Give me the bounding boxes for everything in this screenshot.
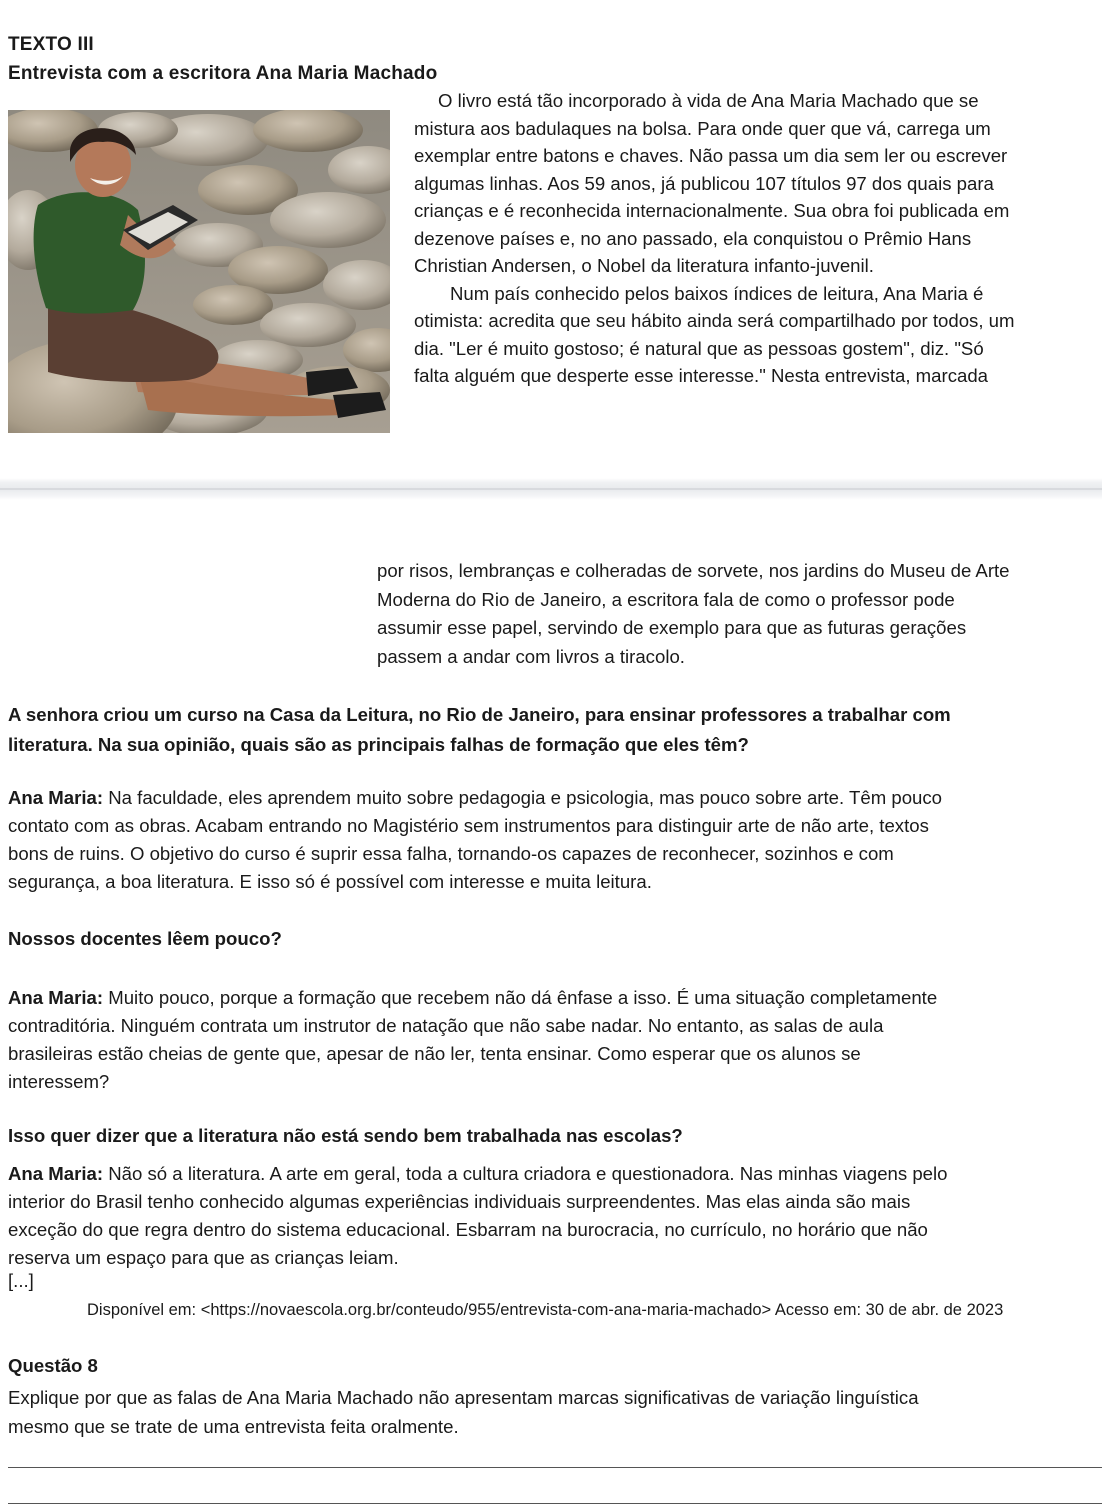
- answer-line: Na faculdade, eles aprendem muito sobre pedagogia e psicologia, mas pouco sobre arte. Têm pouco: [103, 787, 943, 808]
- intro-line: dezenove países e, no ano passado, ela conquistou o Prêmio Hans: [414, 227, 972, 249]
- question-line: literatura. Na sua opinião, quais são as principais falhas de formação que eles têm?: [8, 734, 749, 755]
- ellipsis: [...]: [8, 1270, 34, 1291]
- article-title: Entrevista com a escritora Ana Maria Machado: [8, 63, 438, 84]
- answer-line-1[interactable]: [8, 1467, 1102, 1468]
- intro-line: algumas linhas. Aos 59 anos, já publicou 107 títulos 97 dos quais para: [414, 172, 994, 194]
- prompt-line: Explique por que as falas de Ana Maria Machado não apresentam marcas significativas de variação linguística: [8, 1387, 919, 1408]
- answer-line: brasileiras estão cheias de gente que, apesar de não ler, tenta ensinar. Como esperar que os alunos se: [8, 1043, 861, 1064]
- answer-line: contraditória. Ninguém contrata um instrutor de natação que não sabe nadar. No entanto, as salas de aula: [8, 1015, 884, 1036]
- answer-line: interior do Brasil tenho conhecido algumas experiências individuais surpreendentes. Mas elas ainda são mais: [8, 1191, 911, 1212]
- intro-line: Moderna do Rio de Janeiro, a escritora fala de como o professor pode: [377, 588, 955, 610]
- answer-line: Não só a literatura. A arte em geral, toda a cultura criadora e questionadora. Nas minhas viagens pelo: [103, 1163, 948, 1184]
- answer-line: reserva um espaço para que as crianças leiam.: [8, 1247, 399, 1268]
- question-8-prompt: [8, 1383, 1102, 1441]
- speaker-label: Ana Maria:: [8, 787, 104, 808]
- intro-continued: [377, 557, 1102, 671]
- intro-line: dia. "Ler é muito gostoso; é natural que as pessoas gostem", diz. "Só: [414, 337, 984, 359]
- intro-line: otimista: acredita que seu hábito ainda será compartilhado por todos, um: [414, 310, 1015, 331]
- answer-line: interessem?: [8, 1071, 110, 1092]
- answer-line: contato com as obras. Acabam entrando no Magistério sem instrumentos para distinguir arte de não arte, textos: [8, 815, 929, 836]
- intro-line: por risos, lembranças e colheradas de sorvete, nos jardins do Museu de Arte: [377, 560, 1010, 581]
- speaker-label: Ana Maria:: [8, 987, 104, 1008]
- answer-1: [8, 784, 1102, 896]
- answer-line: exceção do que regra dentro do sistema educacional. Esbarram na burocracia, no currículo, no horário que não: [8, 1219, 928, 1240]
- intro-line: Num país conhecido pelos baixos índices de leitura, Ana Maria é: [450, 282, 984, 304]
- intro-line: exemplar entre batons e chaves. Não passa um dia sem ler ou escrever: [414, 145, 1008, 166]
- intro-line: passem a andar com livros a tiracolo.: [377, 645, 685, 667]
- intro-line: Christian Andersen, o Nobel da literatura infanto-juvenil.: [414, 255, 874, 276]
- answer-line: bons de ruins. O objetivo do curso é suprir essa falha, tornando-os capazes de reconhecer, sozinhos e com: [8, 843, 894, 864]
- question-2: Nossos docentes lêem pouco?: [8, 928, 282, 949]
- intro-line: O livro está tão incorporado à vida de Ana Maria Machado que se: [438, 90, 979, 111]
- intro-line: falta alguém que desperte esse interesse." Nesta entrevista, marcada: [414, 365, 989, 386]
- question-3: Isso quer dizer que a literatura não está sendo bem trabalhada nas escolas?: [8, 1125, 683, 1146]
- question-line: A senhora criou um curso na Casa da Leitura, no Rio de Janeiro, para ensinar professores a trabalhar com: [8, 704, 951, 725]
- author-photo-illustration: [8, 110, 390, 433]
- intro-line: crianças e é reconhecida internacionalmente. Sua obra foi publicada em: [414, 200, 1010, 221]
- source-citation: Disponível em: <https://novaescola.org.br/conteudo/955/entrevista-com-ana-maria-machado> Acesso em: 30 de abr. de 2023: [87, 1301, 1004, 1319]
- answer-line: Muito pouco, porque a formação que recebem não dá ênfase a isso. É uma situação completamente: [103, 987, 938, 1008]
- speaker-label: Ana Maria:: [8, 1163, 104, 1184]
- question-8-label: Questão 8: [8, 1355, 98, 1376]
- section-label: TEXTO III: [8, 34, 94, 55]
- intro-line: mistura aos badulaques na bolsa. Para onde quer que vá, carrega um: [414, 117, 991, 139]
- answer-line: segurança, a boa literatura. E isso só é possível com interesse e muita leitura.: [8, 871, 652, 892]
- question-1: [8, 700, 1102, 760]
- intro-line: assumir esse papel, servindo de exemplo para que as futuras gerações: [377, 617, 967, 638]
- answer-2: [8, 984, 1102, 1096]
- page-break-line: [0, 488, 1102, 490]
- answer-line-2[interactable]: [8, 1503, 1102, 1504]
- prompt-line: mesmo que se trate de uma entrevista feita oralmente.: [8, 1416, 459, 1437]
- answer-3: [8, 1160, 1102, 1272]
- author-photo: [8, 110, 390, 433]
- intro-paragraph: [414, 87, 1102, 390]
